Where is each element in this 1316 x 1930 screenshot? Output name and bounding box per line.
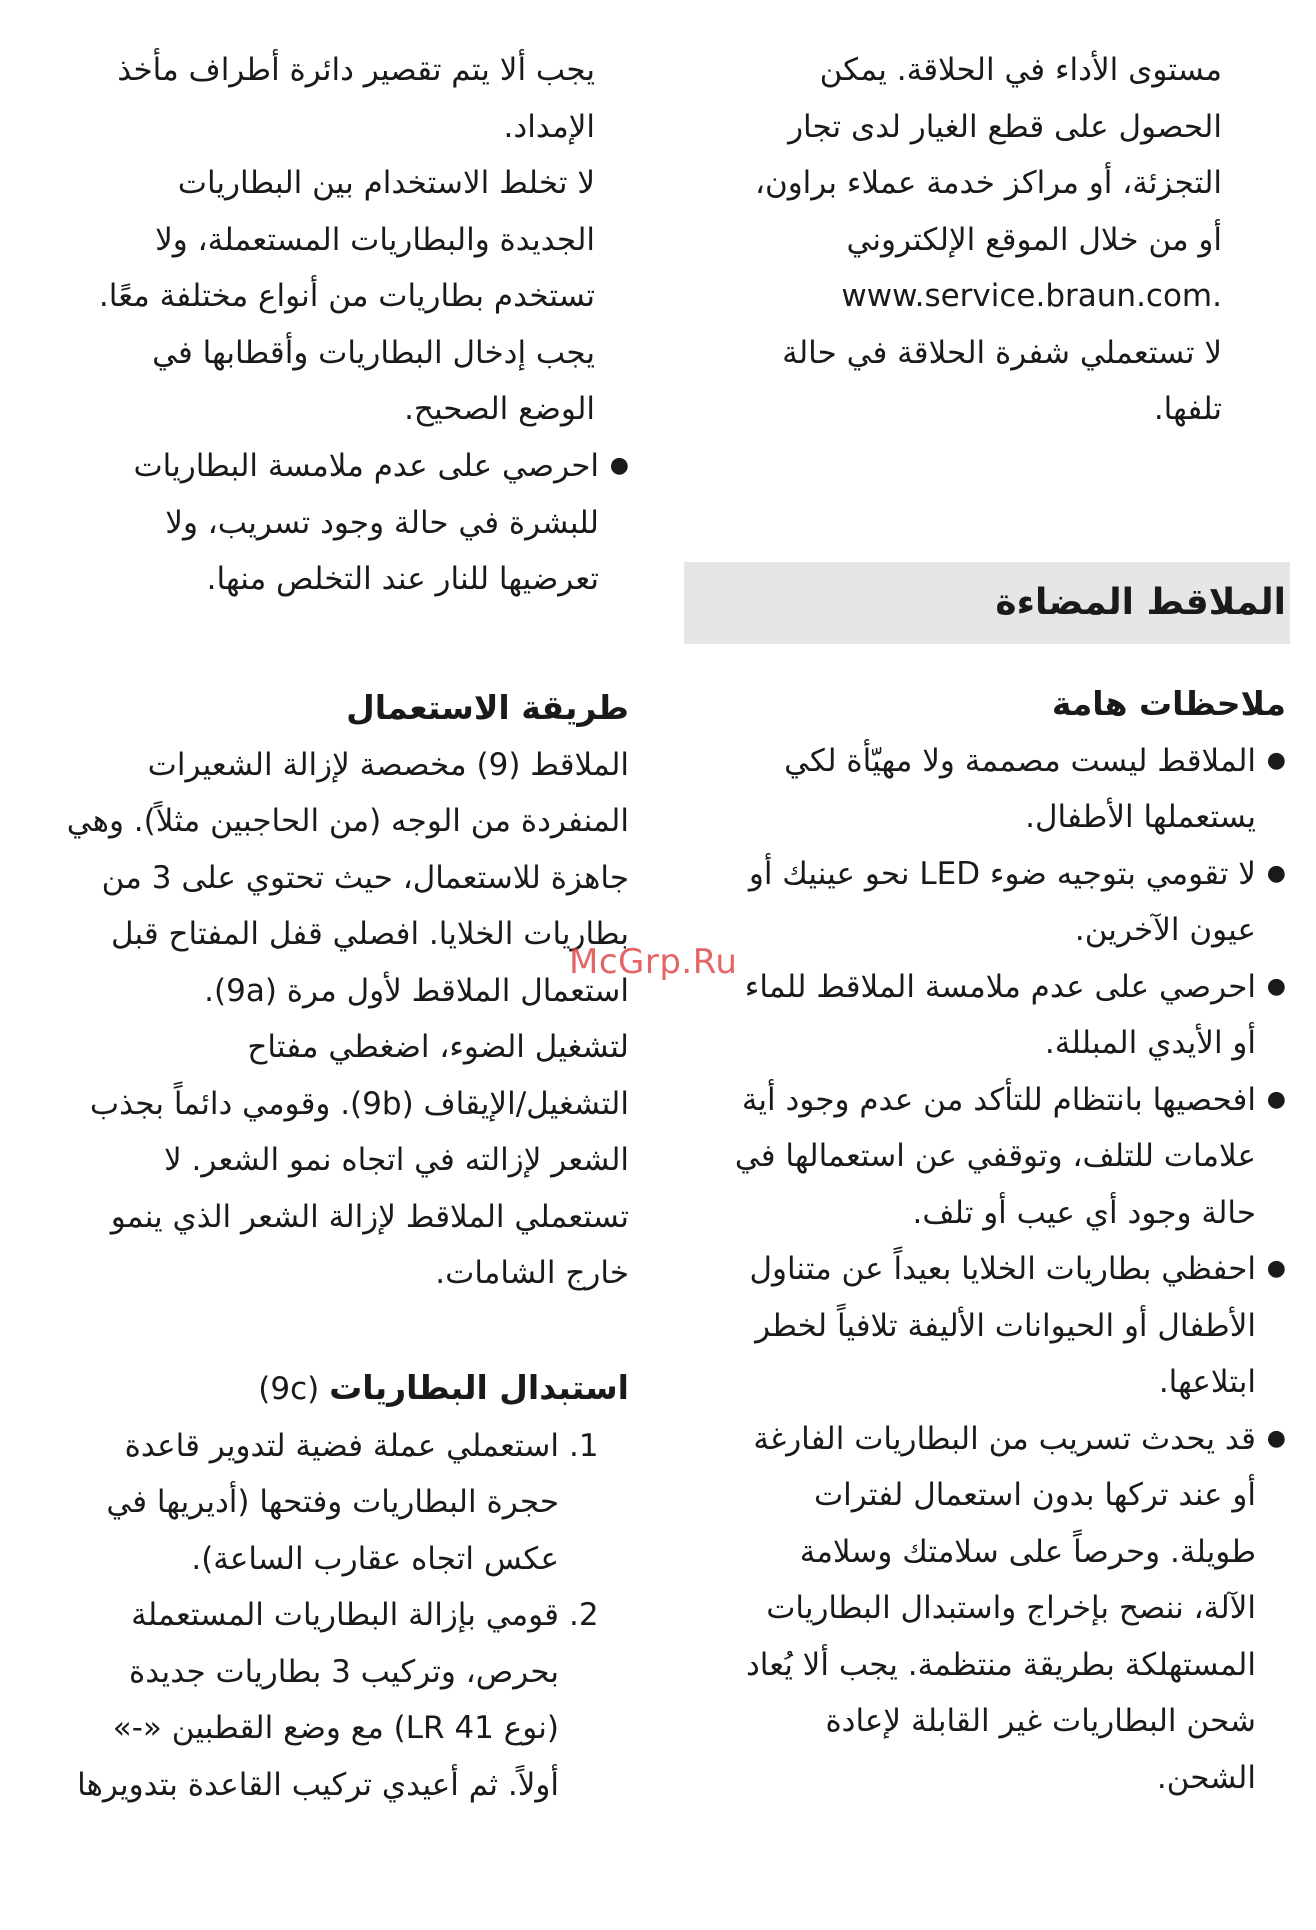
text-line: الشعر لإزالته في اتجاه نمو الشعر. لا [163,1142,629,1178]
text-line: أو الأيدي المبللة. [1044,1025,1256,1061]
list-item [661,959,1286,1072]
list-item [661,1411,1286,1807]
website-url: .www.service.braun.com [841,278,1222,314]
step-number: .1 [569,1427,599,1464]
notes-block [661,676,1286,1806]
text-line: للبشرة في حالة وجود تسريب، ولا [165,504,599,541]
notes-heading: ملاحظات هامة [1051,684,1286,723]
text-line: تستخدم بطاريات من أنواع مختلفة معًا. [98,278,595,314]
text-line: الشحن. [1156,1759,1256,1796]
text-line: علامات للتلف، وتوقفي عن استعمالها في [734,1138,1256,1174]
text-line: قد يحدث تسريب من البطاريات الفارغة [753,1420,1256,1457]
text-line: المنفردة من الوجه (من الحاجبين مثلاً). وهي [66,803,629,839]
text-line: بحرص، وتركيب 3 بطاريات جديدة [129,1653,559,1690]
text-line: الملاقط ليست مصممة ولا مهيّأة لكي [784,742,1256,779]
list-item [661,733,1286,846]
text-line: طويلة. وحرصاً على سلامتك وسلامة [799,1533,1256,1570]
usage-block [19,680,629,1302]
bullet-icon: ● [1266,973,1286,999]
text-line: بطاريات الخلايا. افصلي قفل المفتاح قبل [110,916,629,952]
text-line: جاهزة للاستعمال، حيث تحتوي على 3 من [101,859,629,896]
bullet-icon: ● [1266,1256,1286,1281]
text-line: لا تستعملي شفرة الحلاقة في حالة [782,334,1222,371]
list-item [19,1587,629,1813]
bullet-icon: ● [1266,1425,1286,1451]
text-line: خارج الشامات. [435,1255,629,1291]
bullet-icon: ● [1266,747,1286,773]
text-line: الآلة، ننصح بإخراج واستبدال البطاريات [766,1590,1256,1626]
text-line: ابتلاعها. [1158,1364,1256,1400]
step-number: .2 [569,1597,599,1633]
text-line: يجب إدخال البطاريات وأقطابها في [152,334,595,371]
text-line: حجرة البطاريات وفتحها (أديريها في [106,1484,559,1520]
left-bullet-block [19,438,629,608]
text-line: لا تقومي بتوجيه ضوء LED نحو عينيك أو [748,855,1256,892]
text-line: تلفها. [1153,391,1222,427]
list-item [661,846,1286,959]
left-column [15,42,595,438]
text-line: الحصول على قطع الغيار لدى تجار [788,108,1222,145]
text-line: أولاً. ثم أعيدي تركيب القاعدة بتدويرها [77,1766,559,1803]
text-line: تستعملي الملاقط لإزالة الشعر الذي ينمو [110,1198,629,1235]
bullet-icon: ● [1266,1086,1286,1112]
figure-ref: (9c) [258,1371,320,1407]
battery-heading-line [19,1360,629,1418]
text-line: لا تخلط الاستخدام بين البطاريات [177,165,595,201]
bullet-icon: ● [609,453,629,478]
section-title: الملاقط المضاءة [995,582,1286,623]
text-line: التجزئة، أو مراكز خدمة عملاء براون، [754,165,1222,201]
text-line: الإمداد. [503,108,595,145]
text-line: عيون الآخرين. [1074,912,1256,948]
text-line: الأطفال أو الحيوانات الأليفة تلافياً لخطر [755,1307,1256,1344]
text-line: أو عند تركها بدون استعمال لفترات [813,1477,1256,1513]
text-line: افحصيها بانتظام للتأكد من عدم وجود أية [741,1081,1256,1118]
text-line: المستهلكة بطريقة منتظمة. يجب ألا يُعاد [746,1646,1256,1683]
text-line: استعملي عملة فضية لتدوير قاعدة [124,1427,559,1464]
watermark: McGrp.Ru [569,942,738,982]
text-line: الجديدة والبطاريات المستعملة، ولا [155,221,595,258]
text-line: قومي بإزالة البطاريات المستعملة [131,1597,559,1633]
text-line: يجب ألا يتم تقصير دائرة أطراف مأخذ [117,52,595,88]
text-line: الوضع الصحيح. [404,391,595,427]
text-line: التشغيل/الإيقاف (9b). وقومي دائماً بجذب [89,1085,629,1122]
text-line: استعمال الملاقط لأول مرة (9a). [204,972,629,1009]
text-line: حالة وجود أي عيب أو تلف. [912,1194,1256,1231]
text-line: الملاقط (9) مخصصة لإزالة الشعيرات [147,746,629,783]
text-line: يستعملها الأطفال. [1025,799,1256,835]
right-column [657,42,1222,438]
text-line: احفظي بطاريات الخلايا بعيداً عن متناول [749,1251,1256,1287]
text-line: لتشغيل الضوء، اضغطي مفتاح [247,1029,629,1065]
list-item [19,1418,629,1588]
text-line: تعرضيها للنار عند التخلص منها. [206,561,599,597]
battery-heading: استبدال البطاريات [329,1368,629,1407]
text-line: عكس اتجاه عقارب الساعة). [191,1540,559,1577]
text-line: شحن البطاريات غير القابلة لإعادة [825,1703,1256,1739]
text-line: مستوى الأداء في الحلاقة. يمكن [819,52,1222,88]
bullet-icon: ● [1266,860,1286,886]
text-line: احرصي على عدم ملامسة الملاقط للماء [744,968,1256,1005]
battery-block [19,1360,629,1813]
usage-heading: طريقة الاستعمال [346,688,629,727]
text-line: احرصي على عدم ملامسة البطاريات [133,448,599,484]
list-item [19,438,629,608]
text-line: أو من خلال الموقع الإلكتروني [846,221,1222,258]
text-line: (نوع LR 41) مع وضع القطبين «-» [112,1710,559,1746]
list-item [661,1072,1286,1242]
list-item [661,1241,1286,1411]
